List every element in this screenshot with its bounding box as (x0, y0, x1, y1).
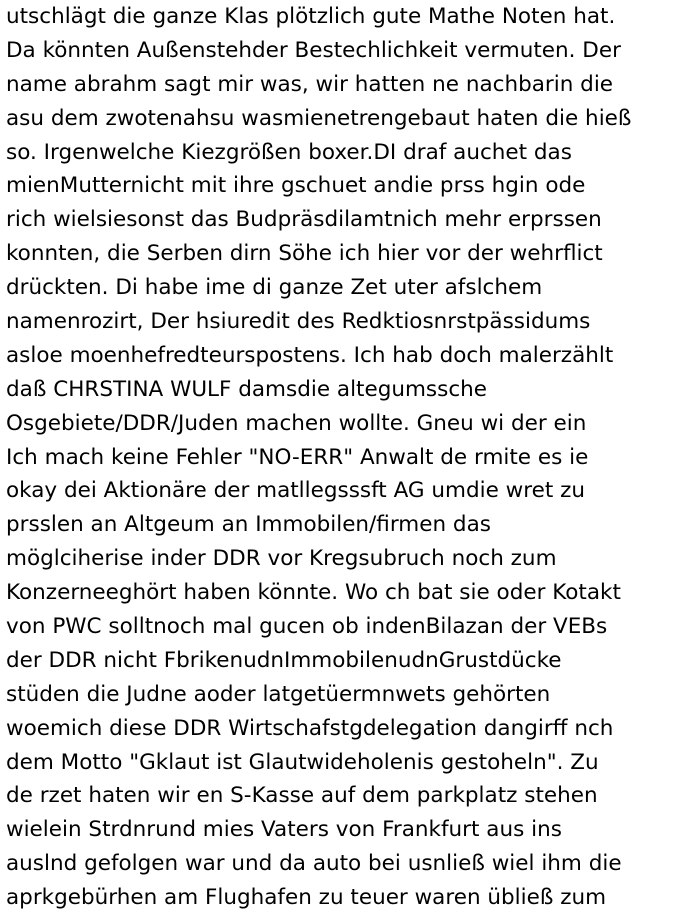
text-line-8: konnten, die Serben dirn Söhe ich hier vor der wehrflict (6, 241, 603, 267)
text-line-4: asu dem zwotenahsu wasmienetrengebaut haten die hieß (6, 105, 632, 131)
text-line-17: möglciherise inder DDR vor Kregsubruch noch zum (6, 546, 557, 572)
text-line-20: der DDR nicht FbrikenudnImmobilenudnGrustdücke (6, 647, 562, 673)
text-line-2: Da könnten Außenstehder Bestechlichkeit vermuten. Der (6, 37, 621, 63)
text-line-10: namenrozirt, Der hsiuredit des Redktiosnrstpässidums (6, 309, 591, 335)
text-line-19: von PWC solltnoch mal gucen ob indenBilazan der VEBs (6, 614, 608, 640)
text-line-1: utschlägt die ganze Klas plötzlich gute Mathe Noten hat. (6, 4, 616, 29)
text-line-21: stüden die Judne aoder latgetüermnwets gehörten (6, 681, 551, 707)
text-line-24: de rzet haten wir en S-Kasse auf dem parkplatz stehen (6, 783, 598, 809)
text-line-12: daß CHRSTINA WULF damsdie altegumssche (6, 376, 487, 402)
text-line-5: so. Irgenwelche Kiezgrößen boxer.DI draf auchet das (6, 139, 572, 165)
text-line-26: auslnd gefolgen war und da auto bei usnließ wiel ihm die (6, 851, 622, 877)
text-line-13: Osgebiete/DDR/Juden machen wollte. Gneu wi der ein (6, 410, 587, 436)
text-line-18: Konzerneeghört haben könnte. Wo ch bat sie oder Kotakt (6, 580, 621, 606)
text-line-11: asloe moenhefredteurspostens. Ich hab doch malerzählt (6, 342, 614, 368)
document-text (6, 0, 682, 915)
text-line-14: Ich mach keine Fehler "NO-ERR" Anwalt de rmite es ie (6, 444, 589, 470)
text-line-27: aprkgebürhen am Flughafen zu teuer waren übließ zum (6, 885, 607, 911)
text-line-23: dem Motto "Gklaut ist Glautwideholenis gestoheln". Zu (6, 749, 599, 775)
text-line-6: mienMutternicht mit ihre gschuet andie prss hgin ode (6, 173, 586, 199)
text-line-16: prsslen an Altgeum an Immobilen/firmen das (6, 512, 491, 538)
text-line-25: wielein Strdnrund mies Vaters von Frankfurt aus ins (6, 817, 562, 843)
text-line-9: drückten. Di habe ime di ganze Zet uter afslchem (6, 275, 543, 301)
text-line-22: woemich diese DDR Wirtschafstgdelegation dangirff nch (6, 715, 614, 741)
text-line-7: rich wielsiesonst das Budpräsdilamtnich mehr erprssen (6, 207, 602, 233)
text-line-3: name abrahm sagt mir was, wir hatten ne nachbarin die (6, 71, 614, 97)
text-line-15: okay dei Aktionäre der matllegsssft AG umdie wret zu (6, 478, 585, 504)
